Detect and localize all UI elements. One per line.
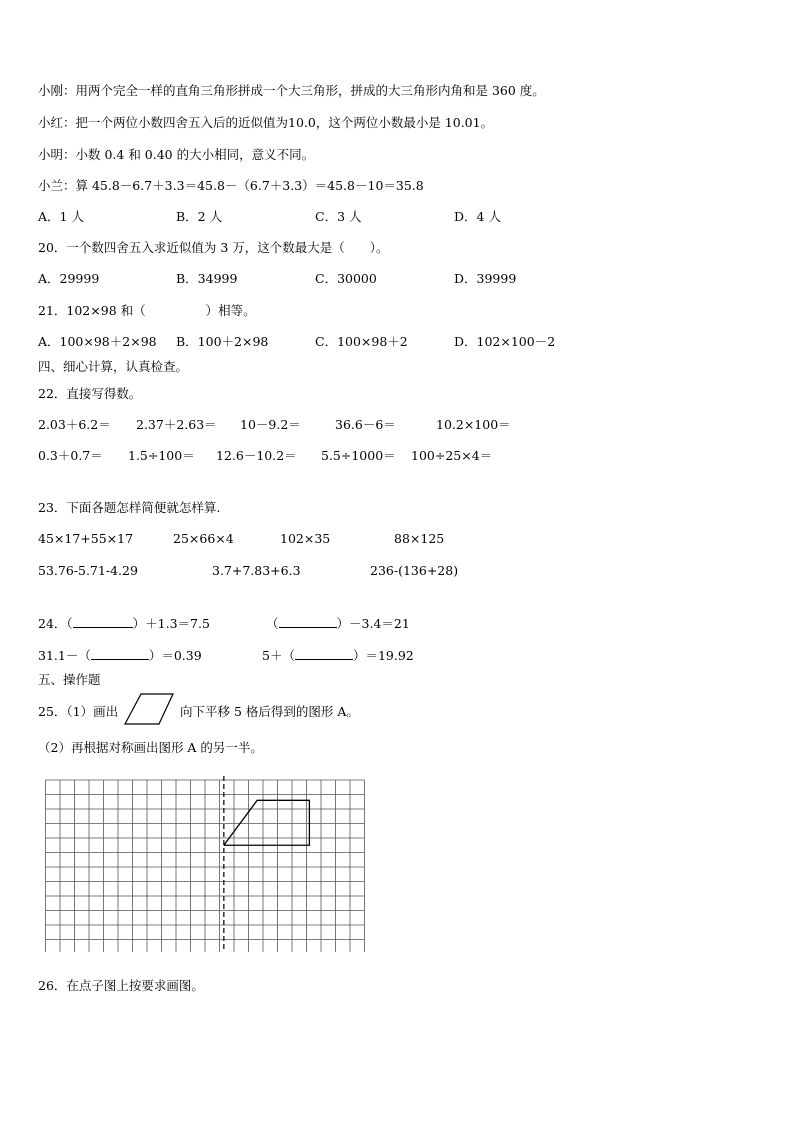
q20-stem: 20．一个数四舍五入求近似值为 3 万，这个数最大是（ ）。 bbox=[38, 240, 389, 255]
q21-option-d: D．102×100－2 bbox=[454, 334, 556, 349]
q24-c-blank[interactable] bbox=[91, 647, 149, 660]
q21-option-c: C．100×98＋2 bbox=[315, 334, 408, 349]
q23-item: 88×125 bbox=[394, 531, 445, 546]
q19-option-d: D．4 人 bbox=[454, 209, 501, 224]
section-5-heading: 五、操作题 bbox=[38, 672, 101, 687]
q20-option-d: D．39999 bbox=[454, 271, 517, 286]
q22-item: 100÷25×4＝ bbox=[411, 448, 493, 463]
q24-d-suffix: ）＝19.92 bbox=[352, 648, 414, 663]
q25-part2: （2）再根据对称画出图形 A 的另一半。 bbox=[38, 740, 263, 755]
q19-option-c: C．3 人 bbox=[315, 209, 362, 224]
statement-xiaogang: 小刚：用两个完全一样的直角三角形拼成一个大三角形，拼成的大三角形内角和是 360 度。 bbox=[38, 83, 545, 98]
q22-item: 36.6－6＝ bbox=[335, 417, 396, 432]
section-4-heading: 四、细心计算，认真检查。 bbox=[38, 359, 189, 374]
q23-item: 25×66×4 bbox=[173, 531, 234, 546]
q21-stem-suffix: ）相等。 bbox=[205, 303, 256, 318]
square-grid[interactable] bbox=[44, 776, 368, 952]
q22-item: 12.6－10.2＝ bbox=[216, 448, 297, 463]
q26-stem: 26．在点子图上按要求画图。 bbox=[38, 978, 204, 993]
q23-item: 3.7+7.83+6.3 bbox=[212, 563, 301, 578]
q23-item: 236-(136+28) bbox=[370, 563, 459, 578]
q22-stem: 22．直接写得数。 bbox=[38, 386, 142, 401]
q24-item-b bbox=[266, 615, 410, 632]
q21-stem-prefix: 21．102×98 和（ bbox=[38, 303, 146, 318]
q19-option-a: A．1 人 bbox=[38, 209, 84, 224]
q24-d-prefix: 5＋（ bbox=[262, 648, 295, 663]
q24-a-blank[interactable] bbox=[73, 615, 133, 628]
q24-b-blank[interactable] bbox=[279, 615, 337, 628]
q20-option-b: B．34999 bbox=[176, 271, 238, 286]
statement-xiaoming: 小明：小数 0.4 和 0.40 的大小相同，意义不同。 bbox=[38, 147, 315, 162]
q19-option-b: B．2 人 bbox=[176, 209, 223, 224]
q21-stem bbox=[38, 303, 256, 319]
q25-part1-prefix: 25．（1）画出 bbox=[38, 704, 119, 719]
q20-option-a: A．29999 bbox=[38, 271, 100, 286]
q24-a-suffix: ）＋1.3＝7.5 bbox=[132, 616, 210, 631]
q24-d-blank[interactable] bbox=[295, 647, 353, 660]
q24-c-prefix: 31.1－（ bbox=[38, 648, 91, 663]
q22-item: 10.2×100＝ bbox=[436, 417, 511, 432]
q22-item: 2.03＋6.2＝ bbox=[38, 417, 111, 432]
half-figure bbox=[224, 800, 310, 845]
q24-item-a bbox=[38, 615, 210, 632]
q22-item: 0.3＋0.7＝ bbox=[38, 448, 103, 463]
q22-item: 10－9.2＝ bbox=[240, 417, 301, 432]
q24-b-prefix: （ bbox=[266, 616, 279, 631]
q23-item: 45×17+55×17 bbox=[38, 531, 134, 546]
statement-xiaohong: 小红：把一个两位小数四舍五入后的近似值为10.0，这个两位小数最小是 10.01。 bbox=[38, 115, 494, 130]
statement-xiaolan: 小兰：算 45.8－6.7＋3.3＝45.8－（6.7＋3.3）＝45.8－10＝35.8 bbox=[38, 178, 424, 193]
q20-option-c: C．30000 bbox=[315, 271, 377, 286]
q23-item: 102×35 bbox=[280, 531, 331, 546]
q21-option-b: B．100＋2×98 bbox=[176, 334, 269, 349]
q23-item: 53.76-5.71-4.29 bbox=[38, 563, 138, 578]
q22-item: 5.5÷1000＝ bbox=[321, 448, 396, 463]
parallelogram-figure bbox=[124, 693, 176, 727]
q24-a-prefix: 24．（ bbox=[38, 616, 73, 631]
q21-option-a: A．100×98＋2×98 bbox=[38, 334, 157, 349]
q24-b-suffix: ）－3.4＝21 bbox=[336, 616, 410, 631]
q24-item-c bbox=[38, 647, 202, 664]
q24-item-d bbox=[262, 647, 414, 664]
q22-item: 2.37＋2.63＝ bbox=[136, 417, 217, 432]
q25-part1-suffix: 向下平移 5 格后得到的图形 A。 bbox=[180, 704, 359, 719]
q23-stem: 23．下面各题怎样简便就怎样算. bbox=[38, 500, 221, 515]
q22-item: 1.5÷100＝ bbox=[128, 448, 195, 463]
q24-c-suffix: ）＝0.39 bbox=[148, 648, 202, 663]
